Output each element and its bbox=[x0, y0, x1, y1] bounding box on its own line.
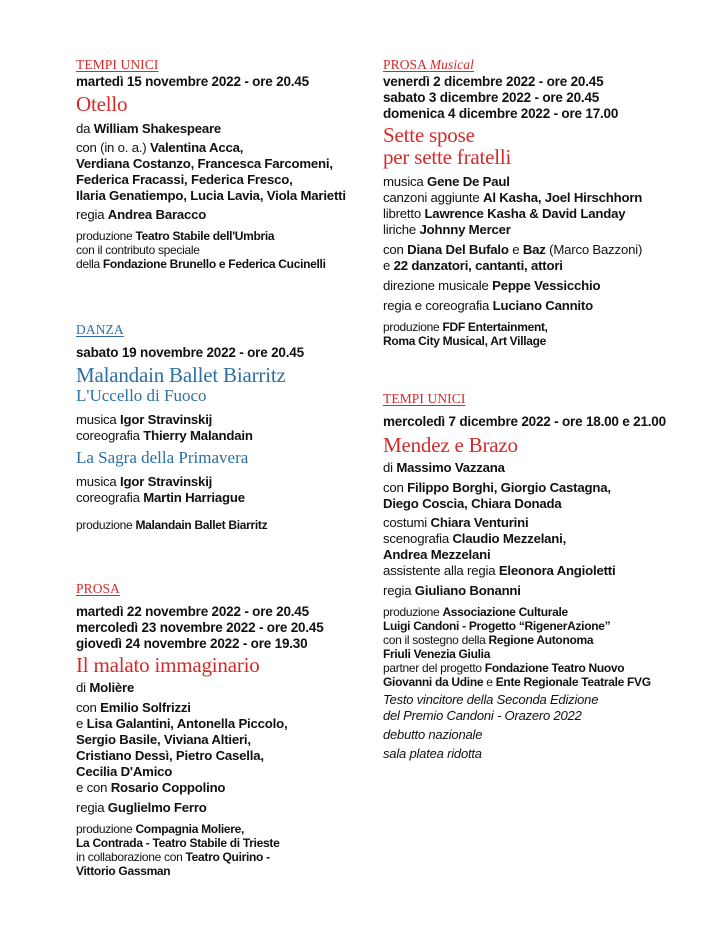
production-line: produzione Compagnia Moliere, bbox=[76, 822, 245, 836]
music-direction-line: direzione musicale Peppe Vessicchio bbox=[383, 278, 601, 293]
note-line: del Premio Candoni - Orazero 2022 bbox=[383, 708, 582, 723]
event-date: giovedì 24 novembre 2022 - ore 19.30 bbox=[76, 636, 308, 651]
cast-line: Ilaria Genatiempo, Lucia Lavia, Viola Marietti bbox=[76, 188, 346, 203]
event-title: Mendez e Brazo bbox=[383, 433, 518, 457]
event-title: Il malato immaginario bbox=[76, 653, 260, 677]
production-line: produzione Associazione Culturale bbox=[383, 605, 568, 619]
assistant-line: assistente alla regia Eleonora Angioletti bbox=[383, 563, 616, 578]
category-label: DANZA bbox=[76, 322, 124, 337]
songs-line: canzoni aggiunte Al Kasha, Joel Hirschhorn bbox=[383, 190, 643, 205]
cast-line: Cristiano Dessì, Pietro Casella, bbox=[76, 748, 264, 763]
choreography-line: coreografia Thierry Malandain bbox=[76, 428, 253, 443]
event-subtitle: L'Uccello di Fuoco bbox=[76, 386, 207, 405]
cast-line: Sergio Basile, Viviana Altieri, bbox=[76, 732, 251, 747]
event-date: sabato 19 novembre 2022 - ore 20.45 bbox=[76, 345, 304, 360]
production-line: produzione Malandain Ballet Biarritz bbox=[76, 518, 268, 532]
event-date: mercoledì 7 dicembre 2022 - ore 18.00 e 21.00 bbox=[383, 414, 666, 429]
director-line: regia Giuliano Bonanni bbox=[383, 583, 521, 598]
category-label: PROSA Musical bbox=[383, 57, 474, 72]
author-line: di Massimo Vazzana bbox=[383, 460, 505, 475]
event-date: mercoledì 23 novembre 2022 - ore 20.45 bbox=[76, 620, 324, 635]
event-title: per sette fratelli bbox=[383, 145, 512, 169]
category-label: TEMPI UNICI bbox=[383, 391, 466, 406]
production-line: produzione Teatro Stabile dell'Umbria bbox=[76, 229, 275, 243]
cast-line: con Emilio Solfrizzi bbox=[76, 700, 191, 715]
cast-line: Federica Fracassi, Federica Fresco, bbox=[76, 172, 293, 187]
note-line: debutto nazionale bbox=[383, 727, 483, 742]
music-line: musica Gene De Paul bbox=[383, 174, 510, 189]
event-date: martedì 15 novembre 2022 - ore 20.45 bbox=[76, 74, 309, 89]
scenography-line: Andrea Mezzelani bbox=[383, 547, 491, 562]
note-line: Testo vincitore della Seconda Edizione bbox=[383, 692, 599, 707]
cast-line: Cecilia D'Amico bbox=[76, 764, 173, 779]
director-line: regia Guglielmo Ferro bbox=[76, 800, 207, 815]
partner-line: Giovanni da Udine e Ente Regionale Teatrale FVG bbox=[383, 675, 651, 689]
cast-line: Verdiana Costanzo, Francesca Farcomeni, bbox=[76, 156, 333, 171]
production-line: Roma City Musical, Art Village bbox=[383, 334, 547, 348]
production-line: Luigi Candoni - Progetto “RigenerAzione” bbox=[383, 619, 611, 633]
event-title: Otello bbox=[76, 92, 128, 116]
cast-line: e Lisa Galantini, Antonella Piccolo, bbox=[76, 716, 288, 731]
choreography-line: coreografia Martin Harriague bbox=[76, 490, 245, 505]
director-line: regia Andrea Baracco bbox=[76, 207, 207, 222]
scenography-line: scenografia Claudio Mezzelani, bbox=[383, 531, 567, 546]
cast-line: Diego Coscia, Chiara Donada bbox=[383, 496, 562, 511]
libretto-line: libretto Lawrence Kasha & David Landay bbox=[383, 206, 626, 221]
event-title: Malandain Ballet Biarritz bbox=[76, 363, 286, 387]
event-malato-immaginario bbox=[76, 581, 376, 878]
event-otello bbox=[76, 57, 376, 271]
music-line: musica Igor Stravinskij bbox=[76, 474, 213, 489]
support-line: Friuli Venezia Giulia bbox=[383, 647, 491, 661]
production-line: produzione FDF Entertainment, bbox=[383, 320, 548, 334]
cast-line: con (in o. a.) Valentina Acca, bbox=[76, 140, 244, 155]
event-date: martedì 22 novembre 2022 - ore 20.45 bbox=[76, 604, 309, 619]
event-sette-spose bbox=[383, 57, 703, 348]
author-line: da William Shakespeare bbox=[76, 121, 222, 136]
production-line: della Fondazione Brunello e Federica Cucinelli bbox=[76, 257, 326, 271]
event-date: sabato 3 dicembre 2022 - ore 20.45 bbox=[383, 90, 600, 105]
note-line: sala platea ridotta bbox=[383, 746, 482, 761]
lyrics-line: liriche Johnny Mercer bbox=[383, 222, 511, 237]
category-label: TEMPI UNICI bbox=[76, 57, 159, 72]
event-malandain bbox=[76, 322, 376, 532]
support-line: con il sostegno della Regione Autonoma bbox=[383, 633, 594, 647]
cast-line: con Diana Del Bufalo e Baz (Marco Bazzoni) bbox=[383, 242, 643, 257]
cast-line: e con Rosario Coppolino bbox=[76, 780, 226, 795]
production-line: La Contrada - Teatro Stabile di Trieste bbox=[76, 836, 280, 850]
partner-line: partner del progetto Fondazione Teatro Nuovo bbox=[383, 661, 625, 675]
event-date: venerdì 2 dicembre 2022 - ore 20.45 bbox=[383, 74, 604, 89]
author-line: di Molière bbox=[76, 680, 135, 695]
category-label: PROSA bbox=[76, 581, 121, 596]
event-title: Sette spose bbox=[383, 123, 475, 147]
category-sublabel: Musical bbox=[429, 57, 474, 72]
production-line: in collaborazione con Teatro Quirino - bbox=[76, 850, 270, 864]
costumes-line: costumi Chiara Venturini bbox=[383, 515, 529, 530]
event-mendez-e-brazo bbox=[383, 391, 703, 762]
production-line: con il contributo speciale bbox=[76, 243, 200, 257]
director-line: regia e coreografia Luciano Cannito bbox=[383, 298, 593, 313]
event-subtitle: La Sagra della Primavera bbox=[76, 448, 249, 467]
music-line: musica Igor Stravinskij bbox=[76, 412, 213, 427]
event-date: domenica 4 dicembre 2022 - ore 17.00 bbox=[383, 106, 619, 121]
production-line: Vittorio Gassman bbox=[76, 864, 171, 878]
cast-line: con Filippo Borghi, Giorgio Castagna, bbox=[383, 480, 611, 495]
cast-line: e 22 danzatori, cantanti, attori bbox=[383, 258, 563, 273]
